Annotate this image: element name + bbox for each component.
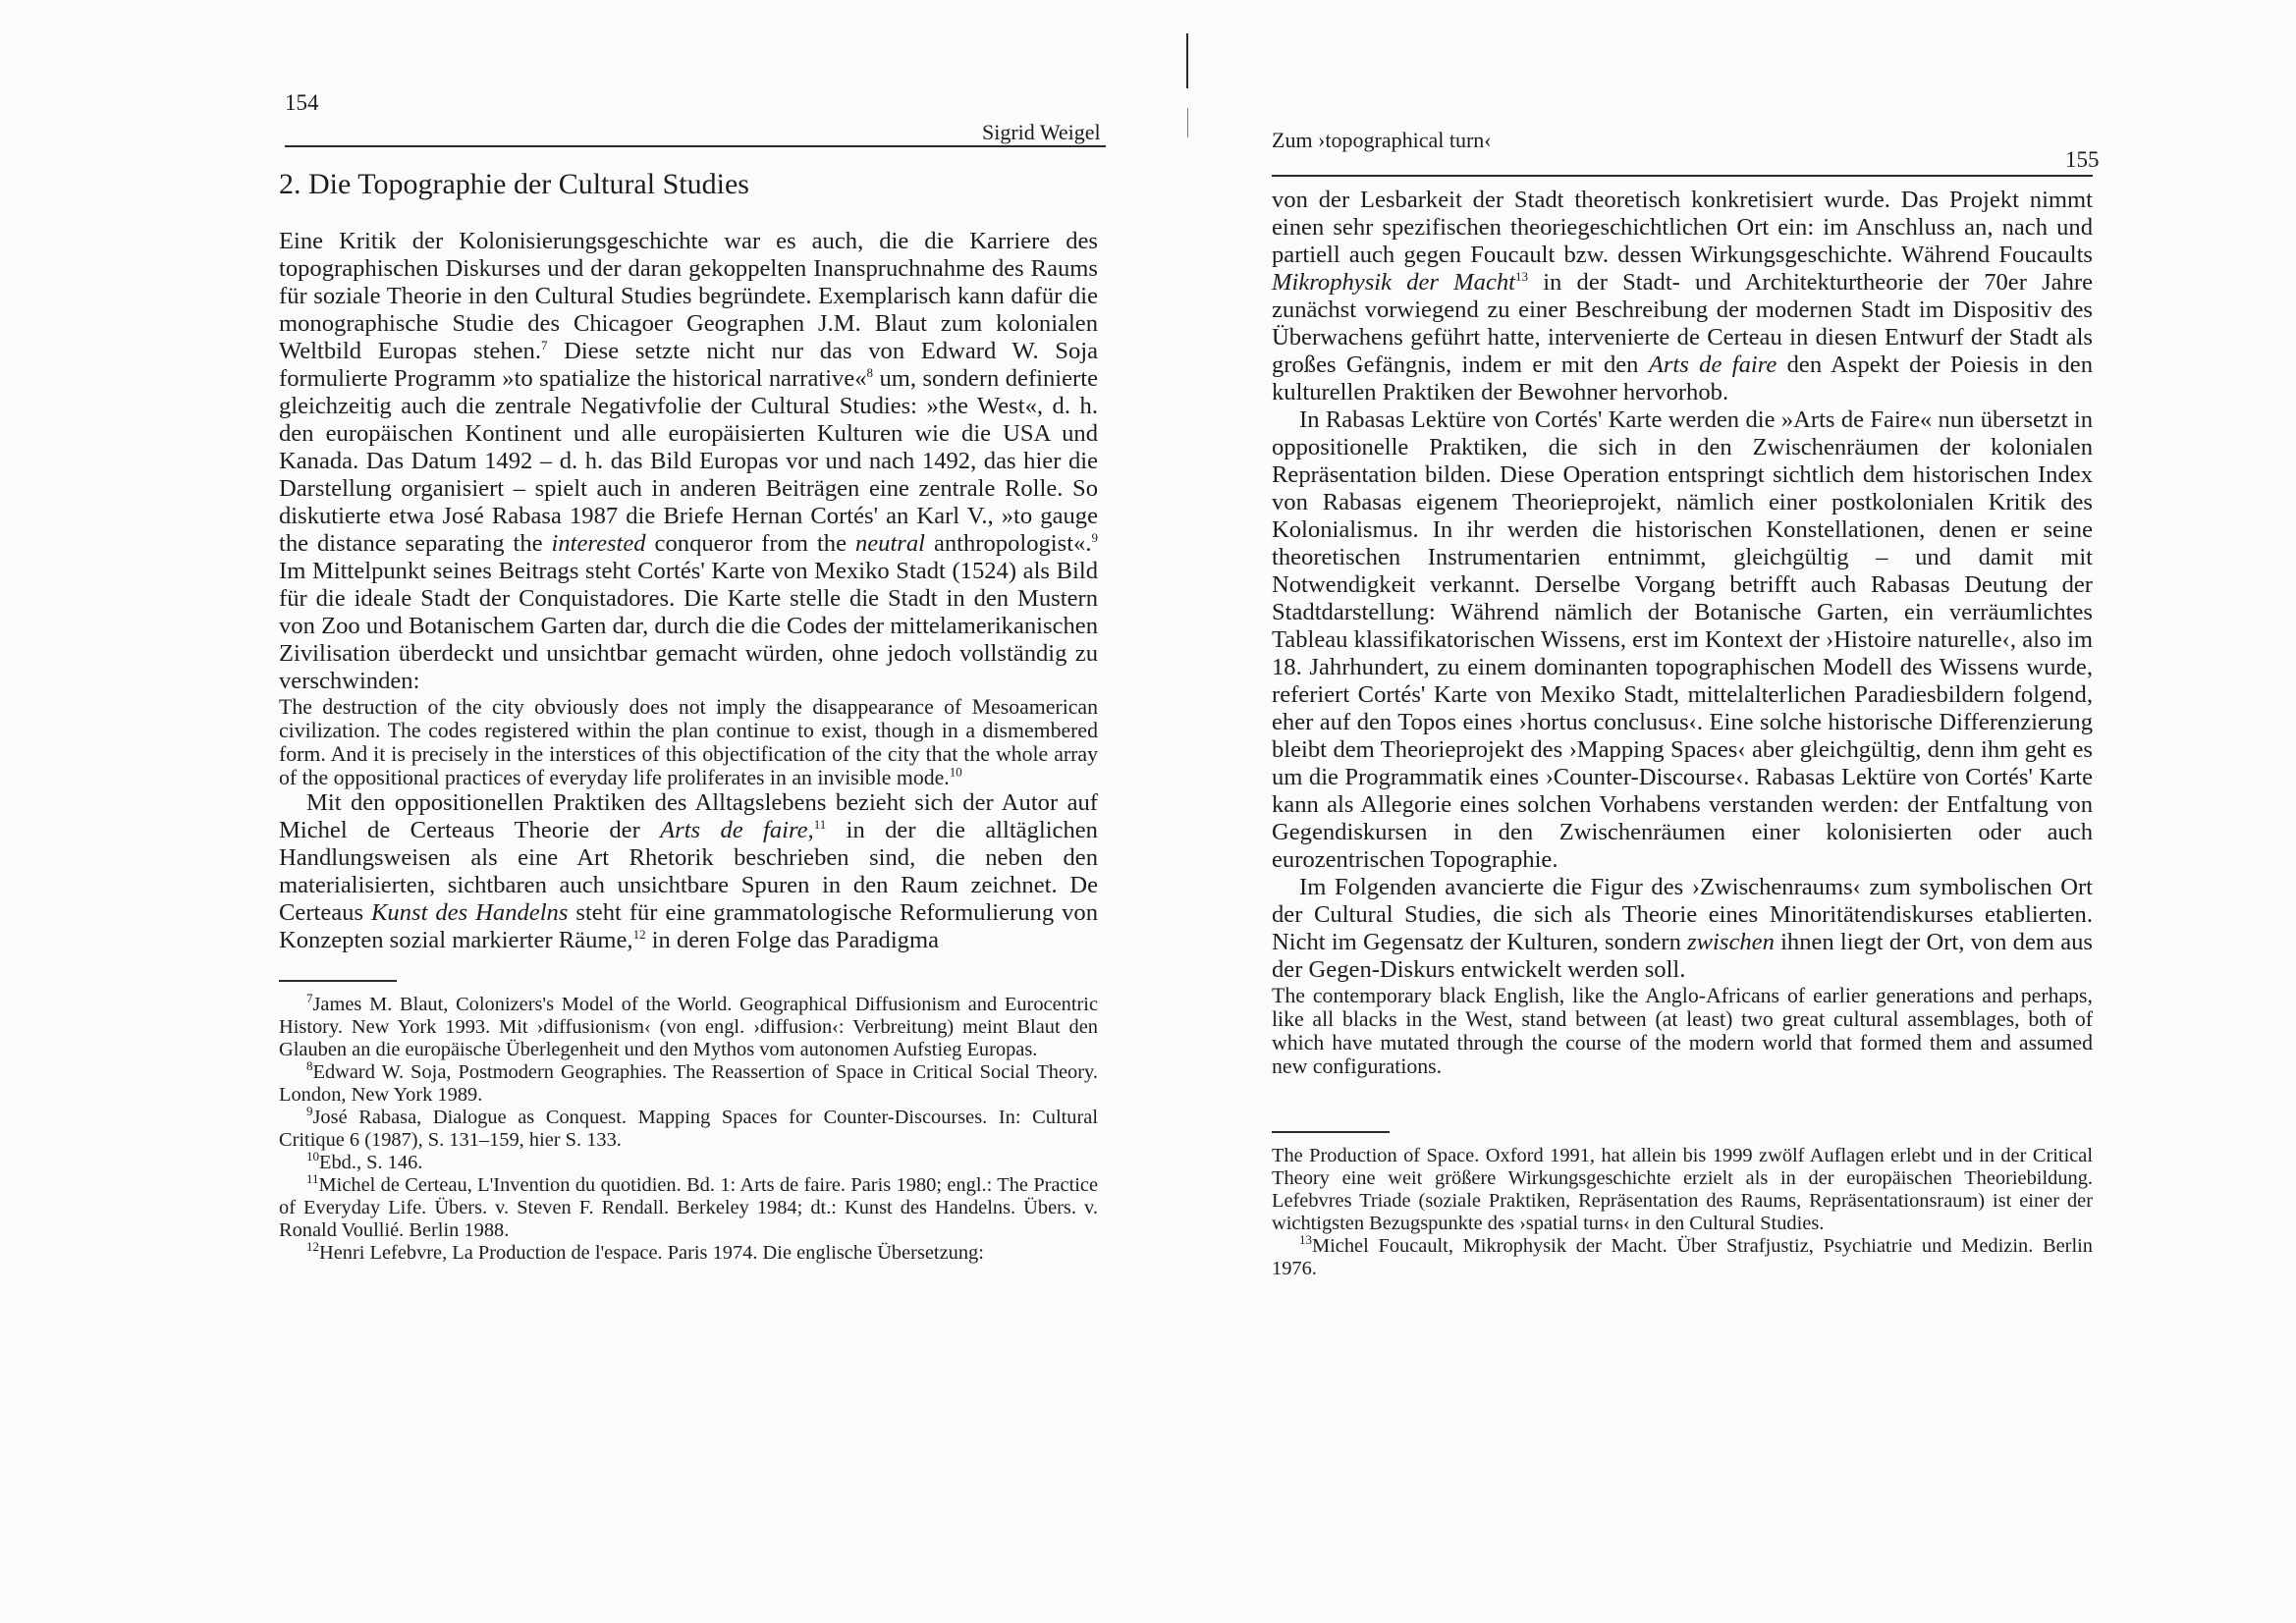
footnote-ref-8: 8 bbox=[866, 364, 874, 380]
footnote-ref-11: 11 bbox=[813, 816, 827, 832]
header-rule-left bbox=[285, 145, 1106, 147]
footnote-8 bbox=[279, 1058, 1098, 1107]
footnote-text: James M. Blaut, Colonizers's Model of the World. Geographical Diffusionism and Eurocentric History. New York 1993. Mit ›diffusionism‹ (von engl. ›diffusion‹: Verbreitung) meint Blaut den Glauben an die europäische Überlegenheit und den Mythos vom autonomen Aufstieg Europas. bbox=[279, 994, 1098, 1060]
left-paragraph-1 bbox=[279, 228, 1098, 695]
left-paragraph-2 bbox=[279, 789, 1098, 954]
text-span: The destruction of the city obviously does not imply the disappearance of Mesoamerican civilization. The codes registered within the plan continue to exist, though in a dismembered form. And it is precisely in the interstices of this objectification of the city that the whole array of the oppositional practices of everyday life proliferates in an invisible mode. bbox=[279, 695, 1098, 789]
text-span: steht für eine grammatologische Reformulierung von Konzepten sozial markierter Räume, bbox=[279, 899, 1098, 953]
running-head-left: Sigrid Weigel bbox=[982, 120, 1101, 144]
text-span: Mit den oppositionellen Praktiken des Alltagslebens bezieht sich der Autor auf Michel de Certeaus Theorie der bbox=[279, 789, 1098, 843]
footnote-number: 10 bbox=[306, 1149, 319, 1164]
footnote-ref-10: 10 bbox=[949, 764, 962, 780]
text-span: in der die alltäglichen Handlungsweisen als eine Art Rhetorik beschrieben sind, die neben den materialisierten, sichtbaren auch unsichtbare Spuren in den Raum zeichnet. De Certeaus bbox=[279, 817, 1098, 926]
right-paragraph-3 bbox=[1272, 874, 2093, 984]
footnote-text: Michel Foucault, Mikrophysik der Macht. Über Strafjustiz, Psychiatrie und Medizin. Berlin 1976. bbox=[1272, 1235, 2093, 1279]
footnote-number: 8 bbox=[306, 1058, 313, 1074]
text-span: Im Mittelpunkt seines Beitrags steht Cortés' Karte von Mexiko Stadt (1524) als Bild für die ideale Stadt der Conquistadores. Die Karte stelle die Stadt in den Mustern von Zoo und Botanischem Garten dar, durch die die Codes der mittelamerikanischen Zivilisation überdeckt und unsichtbar gemacht würden, ohne jedoch vollständig zu verschwinden: bbox=[279, 558, 1098, 694]
block-quote-right: The contemporary black English, like the Anglo-Africans of earlier generations and perhaps, like all blacks in the West, stand between (at least) two great cultural assemblages, both of which have mutated through the course of the modern world that formed them and assumed new configurations. bbox=[1272, 984, 2093, 1078]
text-span: anthropologist«. bbox=[925, 530, 1092, 557]
header-rule-right bbox=[1272, 175, 2093, 177]
emphasis: Mikrophysik der Macht bbox=[1272, 269, 1516, 296]
text-span: Eine Kritik der Kolonisierungsgeschichte war es auch, die die Karriere des topographischen Diskurses und der daran gekoppelten Inanspruchnahme des Raums für soziale Theorie in den Cultural Studies begründete. Exemplarisch kann dafür die monographische Studie des Chicagoer Geographen J.M. Blaut zum kolonialen Weltbild Europas stehen. bbox=[279, 228, 1098, 364]
right-paragraph-1 bbox=[1272, 187, 2093, 406]
block-quote-left bbox=[279, 695, 1098, 789]
footnote-ref-13: 13 bbox=[1515, 268, 1529, 284]
emphasis: Kunst des Handelns bbox=[371, 899, 569, 926]
page-number-right: 155 bbox=[2065, 147, 2100, 172]
right-text-column bbox=[1272, 187, 2093, 1280]
text-span: ihnen liegt der Ort, von dem aus der Gegen-Diskurs entwickelt werden soll. bbox=[1272, 929, 2093, 983]
right-page bbox=[1148, 0, 2296, 1623]
text-span: in der Stadt- und Architekturtheorie der 70er Jahre zunächst vorwiegend zu einer Beschreibung der modernen Stadt im Dispositiv des Überwachens geführt hatte, intervenierte de Certeau in diesen Entwurf der Stadt als großes Gefängnis, indem er mit den bbox=[1272, 269, 2093, 378]
footnote-ref-12: 12 bbox=[632, 926, 646, 942]
footnote-10 bbox=[279, 1149, 1098, 1174]
text-span: um, sondern definierte gleichzeitig auch die zentrale Negativfolie der Cultural Studies: »the West«, d. h. den europäischen Kontinent und alle europäisierten Kulturen wie die USA und Kanada. Das Datum 1492 – d. h. das Bild Europas vor und nach 1492, das hier die Darstellung organisiert – spielt auch in anderen Beiträgen eine zentrale Rolle. So diskutierte etwa José Rabasa 1987 die Briefe Hernan Cortés' an Karl V., »to gauge the distance separating the bbox=[279, 365, 1098, 557]
emphasis: interested bbox=[551, 530, 646, 557]
footnote-12-continued: The Production of Space. Oxford 1991, hat allein bis 1999 zwölf Auflagen erlebt und in der Critical Theory eine weit größere Wirkungsgeschichte erzielt als in der europäischen Theoriebildung. Lefebvres Triade (soziale Praktiken, Repräsentation des Raums, Repräsentationsraum) ist einer der wichtigsten Bezugspunkte des ›spatial turns‹ in den Cultural Studies. bbox=[1272, 1145, 2093, 1234]
footnote-11 bbox=[279, 1171, 1098, 1242]
footnote-text: Edward W. Soja, Postmodern Geographies. The Reassertion of Space in Critical Social Theory. London, New York 1989. bbox=[279, 1061, 1098, 1106]
page-number-left: 154 bbox=[285, 90, 319, 115]
emphasis: Arts de faire, bbox=[660, 817, 814, 843]
footnote-rule-right bbox=[1272, 1131, 1390, 1133]
footnote-text: Henri Lefebvre, La Production de l'espace. Paris 1974. Die englische Übersetzung: bbox=[319, 1242, 984, 1264]
text-span: Diese setzte nicht nur das von Edward W. Soja formulierte Programm »to spatialize the historical narrative« bbox=[279, 338, 1098, 392]
footnote-number: 9 bbox=[306, 1104, 313, 1119]
text-span: Im Folgenden avancierte die Figur des ›Zwischenraums‹ zum symbolischen Ort der Cultural Studies, die sich als Theorie eines Minoritätendiskurses etablierten. Nicht im Gegensatz der Kulturen, sondern bbox=[1272, 874, 2093, 955]
footnote-text: José Rabasa, Dialogue as Conquest. Mapping Spaces for Counter-Discourses. In: Cultural Critique 6 (1987), S. 131–159, hier S. 133. bbox=[279, 1107, 1098, 1151]
emphasis: Arts de faire bbox=[1648, 352, 1777, 378]
emphasis: neutral bbox=[854, 530, 925, 557]
footnote-ref-9: 9 bbox=[1091, 529, 1098, 545]
left-text-column bbox=[279, 167, 1098, 1265]
footnote-number: 12 bbox=[306, 1239, 319, 1255]
text-span: den Aspekt der Poiesis in den kulturellen Praktiken der Bewohner hervorhob. bbox=[1272, 352, 2093, 406]
footnote-12 bbox=[279, 1239, 1098, 1265]
footnote-number: 7 bbox=[306, 991, 313, 1006]
right-paragraph-2: In Rabasas Lektüre von Cortés' Karte werden die »Arts de Faire« nun übersetzt in oppositionelle Praktiken, die sich in den Zwischenräumen der kolonialen Repräsentation bilden. Diese Operation entspringt sichtlich dem historischen Index von Rabasas eigenem Theorieprojekt, nämlich einer postkolonialen Kritik des Kolonialismus. In ihr werden die historischen Konstellationen, denen er seine theoretischen Instrumentarien entnimmt, gleichgültig – und damit mit Notwendigkeit verkannt. Derselbe Vorgang betrifft auch Rabasas Deutung der Stadtdarstellung: Während nämlich der Botanische Garten, ein verräumlichtes Tableau klassifikatorischen Wissens, erst im Kontext der ›Histoire naturelle‹, also im 18. Jahrhundert, zu einem dominanten topographischen Modell des Wissens wurde, referiert Cortés' Karte von Mexiko Stadt, mittelalterlichen Paradiesbildern folgend, eher auf den Topos eines ›hortus conclusus‹. Eine solche historische Differenzierung bleibt dem Theorieprojekt des ›Mapping Spaces‹ aber gleichgültig, denn ihm geht es um die Programmatik eines ›Counter-Discourse‹. Rabasas Lektüre von Cortés' Karte kann als Allegorie eines solchen Vorhabens verstanden werden: der Entfaltung von Gegendiskursen in den Zwischenräumen einer kolonisierten oder auch eurozentrischen Topographie. bbox=[1272, 406, 2093, 873]
footnote-text: Michel de Certeau, L'Invention du quotidien. Bd. 1: Arts de faire. Paris 1980; engl.: The Practice of Everyday Life. Übers. v. Steven F. Rendall. Berkeley 1984; dt.: Kunst des Handelns. Übers. v. Ronald Voullié. Berlin 1988. bbox=[279, 1174, 1098, 1241]
emphasis: zwischen bbox=[1687, 929, 1775, 955]
text-span: conqueror from the bbox=[645, 530, 855, 557]
text-span: von der Lesbarkeit der Stadt theoretisch konkretisiert wurde. Das Projekt nimmt einen sehr spezifischen theoriegeschichtlichen Ort ein: im Anschluss an, nach und partiell auch gegen Foucault bzw. dessen Wirkungsgeschichte. Während Foucaults bbox=[1272, 187, 2093, 268]
footnote-ref-7: 7 bbox=[541, 337, 548, 352]
footnote-rule-left bbox=[279, 980, 397, 982]
running-head-right: Zum ›topographical turn‹ bbox=[1272, 128, 1492, 152]
text-span: in deren Folge das Paradigma bbox=[645, 927, 940, 953]
section-heading: 2. Die Topographie der Cultural Studies bbox=[279, 168, 749, 200]
footnote-9 bbox=[279, 1104, 1098, 1152]
footnote-number: 11 bbox=[306, 1171, 319, 1187]
footnote-13 bbox=[1272, 1232, 2093, 1280]
footnote-number: 13 bbox=[1299, 1232, 1312, 1248]
footnote-text: Ebd., S. 146. bbox=[319, 1152, 423, 1173]
footnote-7 bbox=[279, 991, 1098, 1061]
